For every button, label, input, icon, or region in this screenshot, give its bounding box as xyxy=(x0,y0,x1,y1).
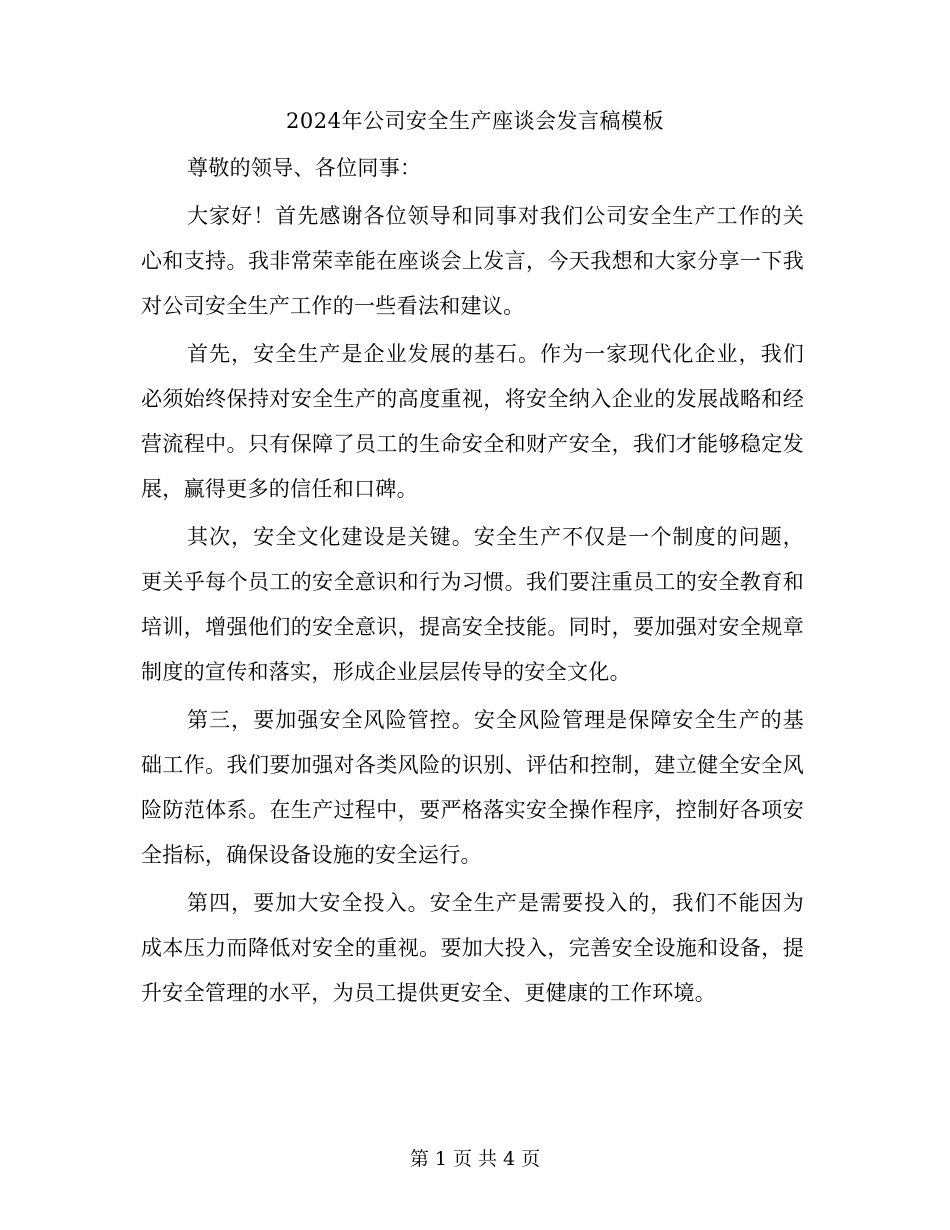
page-footer: 第 1 页 共 4 页 xyxy=(409,1148,541,1170)
document-title: 2024年公司安全生产座谈会发言稿模板 xyxy=(286,109,664,133)
paragraph-4: 第三，要加强安全风险管控。安全风险管理是保障安全生产的基础工作。我们要加强对各类风险的识别、评估和控制，建立健全安全风险防范体系。在生产过程中，要严格落实安全操作程序，控制好各项安全指标，确保设备设施的安全运行。 xyxy=(141,708,804,867)
paragraph-3: 其次，安全文化建设是关键。安全生产不仅是一个制度的问题，更关乎每个员工的安全意识和行为习惯。我们要注重员工的安全教育和培训，增强他们的安全意识，提高安全技能。同时，要加强对安全规章制度的宣传和落实，形成企业层层传导的安全文化。 xyxy=(141,525,804,684)
paragraph-2: 首先，安全生产是企业发展的基石。作为一家现代化企业，我们必须始终保持对安全生产的高度重视，将安全纳入企业的发展战略和经营流程中。只有保障了员工的生命安全和财产安全，我们才能够稳定发展，赢得更多的信任和口碑。 xyxy=(141,342,804,501)
greeting: 尊敬的领导、各位同事： xyxy=(187,156,422,180)
paragraph-5: 第四，要加大安全投入。安全生产是需要投入的，我们不能因为成本压力而降低对安全的重视。要加大投入，完善安全设施和设备，提升安全管理的水平，为员工提供更安全、更健康的工作环境。 xyxy=(141,891,804,1005)
paragraph-1: 大家好！首先感谢各位领导和同事对我们公司安全生产工作的关心和支持。我非常荣幸能在座谈会上发言，今天我想和大家分享一下我对公司安全生产工作的一些看法和建议。 xyxy=(141,204,804,318)
document-body xyxy=(141,146,804,1016)
